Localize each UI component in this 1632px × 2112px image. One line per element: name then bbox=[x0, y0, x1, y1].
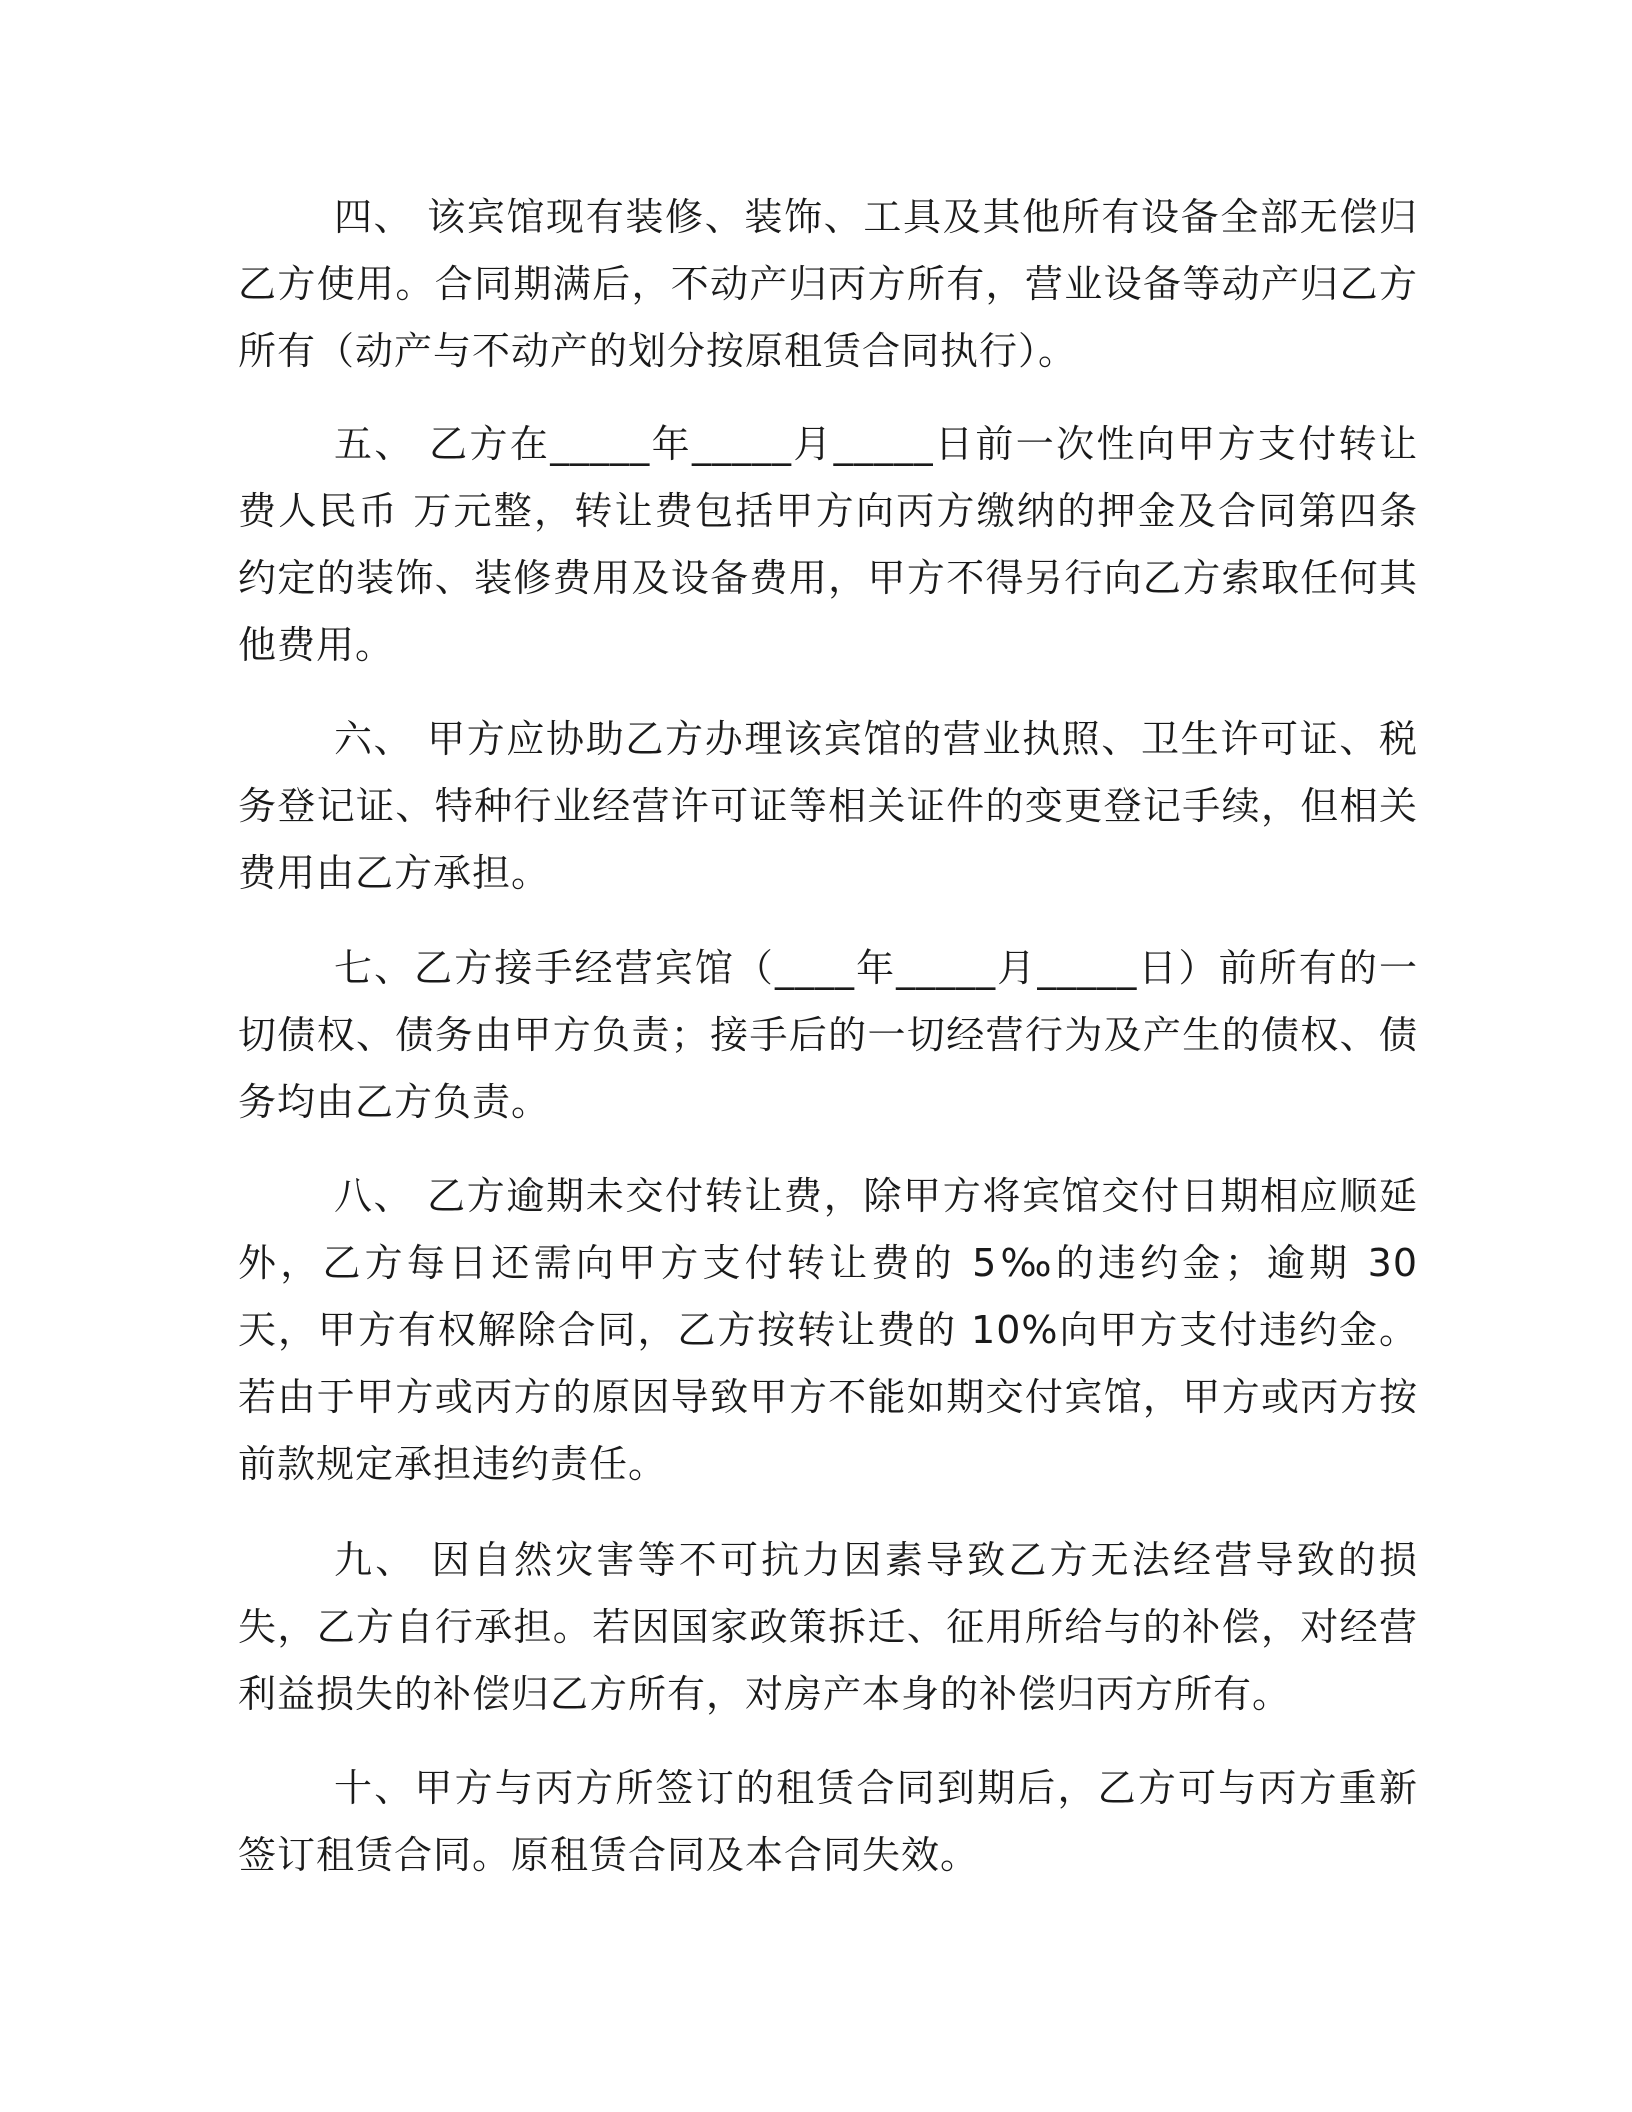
clause-5 bbox=[238, 411, 1418, 679]
clause-6 bbox=[238, 706, 1418, 907]
clause-4-text: 四、 该宾馆现有装修、装饰、工具及其他所有设备全部无偿归乙方使用。合同期满后，不动产归丙方所有，营业设备等动产归乙方所有（动产与不动产的划分按原租赁合同执行）。 bbox=[238, 195, 1418, 373]
clause-9-text: 九、 因自然灾害等不可抗力因素导致乙方无法经营导致的损失，乙方自行承担。若因国家政策拆迁、征用所给与的补偿，对经营利益损失的补偿归乙方所有，对房产本身的补偿归丙方所有。 bbox=[238, 1538, 1418, 1716]
clause-6-text: 六、 甲方应协助乙方办理该宾馆的营业执照、卫生许可证、税务登记证、特种行业经营许可证等相关证件的变更登记手续，但相关费用由乙方承担。 bbox=[238, 717, 1418, 895]
clause-4 bbox=[238, 184, 1418, 385]
clause-7-text: 七、乙方接手经营宾馆（____年_____月_____日）前所有的一切债权、债务由甲方负责；接手后的一切经营行为及产生的债权、债务均由乙方负责。 bbox=[238, 946, 1418, 1124]
clause-8 bbox=[238, 1163, 1418, 1498]
clause-10 bbox=[238, 1755, 1418, 1889]
clause-7 bbox=[238, 935, 1418, 1136]
clause-5-text: 五、 乙方在_____年_____月_____日前一次性向甲方支付转让费人民币 万元整，转让费包括甲方向丙方缴纳的押金及合同第四条约定的装饰、装修费用及设备费用，甲方不得另行向乙方索取任何其他费用。 bbox=[238, 422, 1418, 667]
clause-9 bbox=[238, 1527, 1418, 1728]
clause-8-text: 八、 乙方逾期未交付转让费，除甲方将宾馆交付日期相应顺延外，乙方每日还需向甲方支付转让费的 5‰的违约金；逾期 30 天，甲方有权解除合同，乙方按转让费的 10%向甲方支付违约金。若由于甲方或丙方的原因导致甲方不能如期交付宾馆，甲方或丙方按前款规定承担违约责任。 bbox=[238, 1174, 1418, 1486]
clause-10-text: 十、甲方与丙方所签订的租赁合同到期后，乙方可与丙方重新签订租赁合同。原租赁合同及本合同失效。 bbox=[238, 1766, 1418, 1877]
